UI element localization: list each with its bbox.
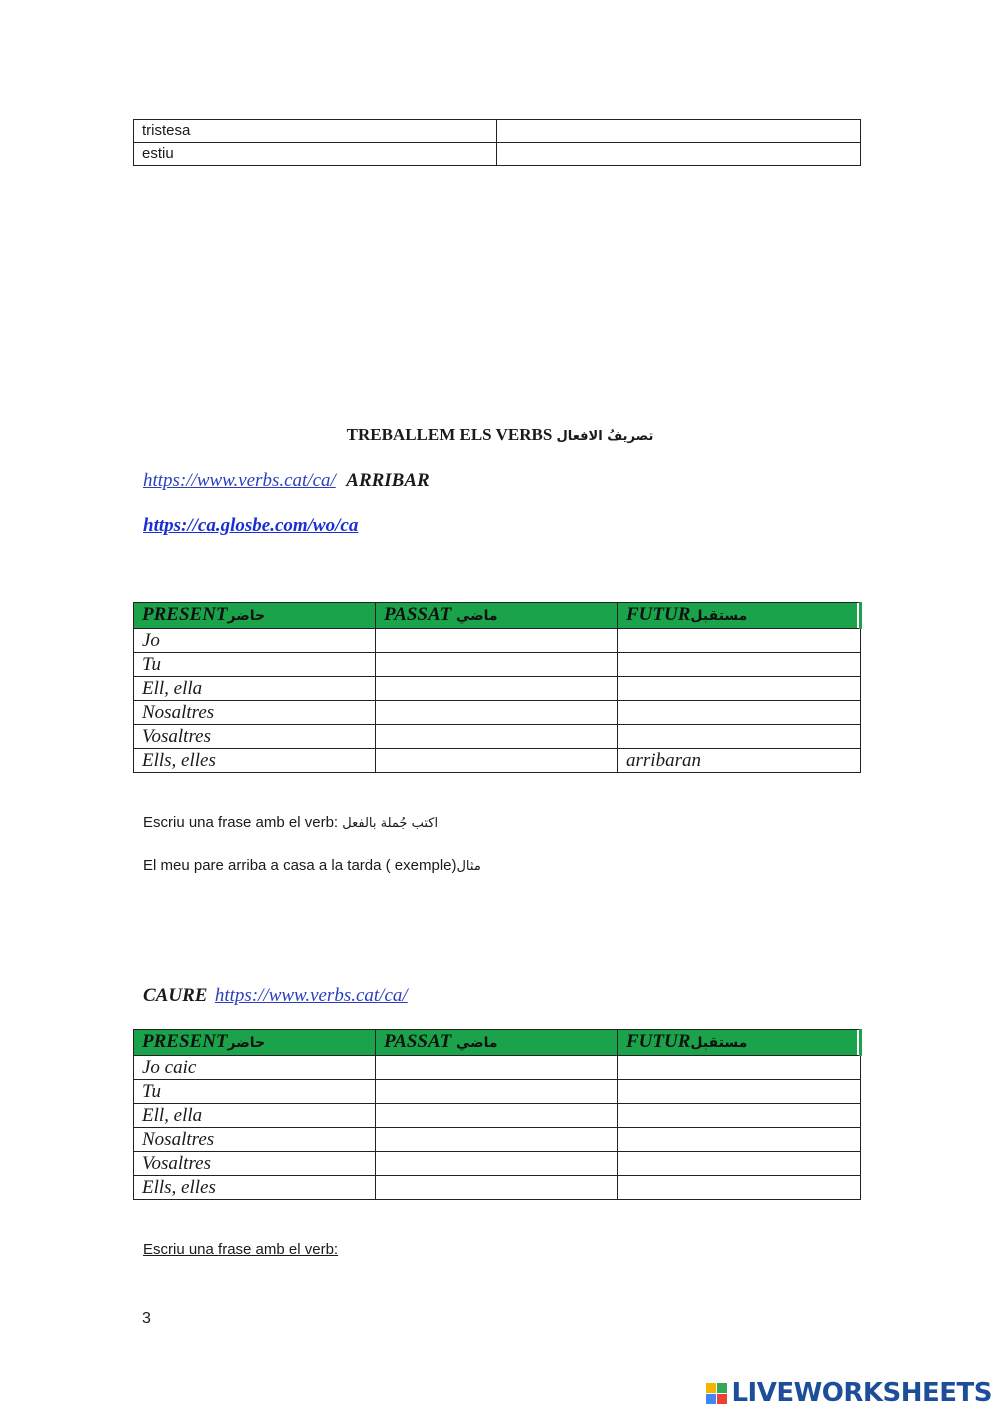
passat-cell[interactable] [376, 725, 618, 749]
glosbe-line [143, 515, 358, 537]
passat-cell[interactable] [376, 1056, 618, 1080]
verbs-cat-link-2[interactable]: https://www.verbs.cat/ca/ [214, 985, 408, 1006]
table-row [134, 701, 861, 725]
header-passat: PASSAT ماضي [376, 1030, 618, 1056]
header-present: PRESENTحاضر [134, 1030, 376, 1056]
table-row [134, 725, 861, 749]
verbs-cat-link[interactable]: https://www.verbs.cat/ca/ [143, 470, 336, 491]
pronoun-cell: Ell, ella [134, 1104, 376, 1128]
futur-cell[interactable] [618, 1056, 861, 1080]
header-futur: FUTURمستقبل [618, 603, 861, 629]
passat-cell[interactable] [376, 1152, 618, 1176]
table-row [134, 1128, 861, 1152]
passat-cell[interactable] [376, 1128, 618, 1152]
pronoun-cell: Ell, ella [134, 677, 376, 701]
passat-cell[interactable] [376, 749, 618, 773]
section-title-text: TREBALLEM ELS VERBS [346, 425, 553, 444]
table-row [134, 629, 861, 653]
page-number: 3 [142, 1310, 151, 1327]
pronoun-cell: Jo caic [134, 1056, 376, 1080]
pronoun-cell: Ells, elles [134, 749, 376, 773]
brand-text: LIVEWORKSHEETS [731, 1378, 992, 1408]
table-row [134, 1152, 861, 1176]
vocab-word: tristesa [134, 120, 497, 143]
section-title-arabic: تصريفُ الافعال [556, 429, 654, 444]
table-row [134, 143, 861, 166]
pronoun-cell: Vosaltres [134, 1152, 376, 1176]
futur-cell[interactable] [618, 1104, 861, 1128]
conjugation-table-arribar [133, 602, 862, 773]
table-row [134, 653, 861, 677]
table-row [134, 749, 861, 773]
conjugation-table-caure [133, 1029, 862, 1200]
table-row [134, 1080, 861, 1104]
table-header-row [134, 603, 861, 629]
verb2-line [143, 985, 408, 1007]
table-row [134, 1104, 861, 1128]
table-row [134, 120, 861, 143]
instruction-write-sentence-2: Escriu una frase amb el verb: [143, 1241, 339, 1258]
table-row [134, 1176, 861, 1200]
futur-cell[interactable] [618, 725, 861, 749]
futur-cell[interactable] [618, 1176, 861, 1200]
vocab-translation-cell[interactable] [497, 120, 861, 143]
liveworksheets-logo-icon [706, 1383, 727, 1404]
pronoun-cell: Tu [134, 653, 376, 677]
header-passat: PASSAT ماضي [376, 603, 618, 629]
futur-cell[interactable] [618, 701, 861, 725]
futur-cell[interactable] [618, 629, 861, 653]
passat-cell[interactable] [376, 701, 618, 725]
vocab-table [133, 119, 861, 166]
futur-cell[interactable] [618, 677, 861, 701]
section-title [0, 425, 1000, 445]
verb1-name: ARRIBAR [346, 470, 430, 491]
pronoun-cell: Jo [134, 629, 376, 653]
pronoun-cell: Nosaltres [134, 1128, 376, 1152]
pronoun-cell: Tu [134, 1080, 376, 1104]
passat-cell[interactable] [376, 1104, 618, 1128]
futur-cell[interactable] [618, 1152, 861, 1176]
passat-cell[interactable] [376, 677, 618, 701]
table-row [134, 677, 861, 701]
vocab-translation-cell[interactable] [497, 143, 861, 166]
passat-cell[interactable] [376, 629, 618, 653]
instruction-write-sentence: Escriu una frase amb el verb: اكتب جُملة بالفعل [143, 814, 439, 831]
futur-cell[interactable] [618, 653, 861, 677]
futur-cell[interactable] [618, 1080, 861, 1104]
glosbe-link[interactable]: https://ca.glosbe.com/wo/ca [143, 515, 359, 536]
table-header-row [134, 1030, 861, 1056]
example-sentence: El meu pare arriba a casa a la tarda ( exemple)مثال [143, 857, 481, 874]
header-present: PRESENTحاضر [134, 603, 376, 629]
passat-cell[interactable] [376, 1176, 618, 1200]
pronoun-cell: Nosaltres [134, 701, 376, 725]
passat-cell[interactable] [376, 1080, 618, 1104]
pronoun-cell: Vosaltres [134, 725, 376, 749]
verb1-line [143, 470, 430, 492]
futur-cell: arribaran [618, 749, 861, 773]
futur-cell[interactable] [618, 1128, 861, 1152]
header-futur: FUTURمستقبل [618, 1030, 861, 1056]
passat-cell[interactable] [376, 653, 618, 677]
pronoun-cell: Ells, elles [134, 1176, 376, 1200]
vocab-word: estiu [134, 143, 497, 166]
verb2-name: CAURE [143, 985, 208, 1006]
table-row [134, 1056, 861, 1080]
liveworksheets-brand [706, 1378, 992, 1408]
